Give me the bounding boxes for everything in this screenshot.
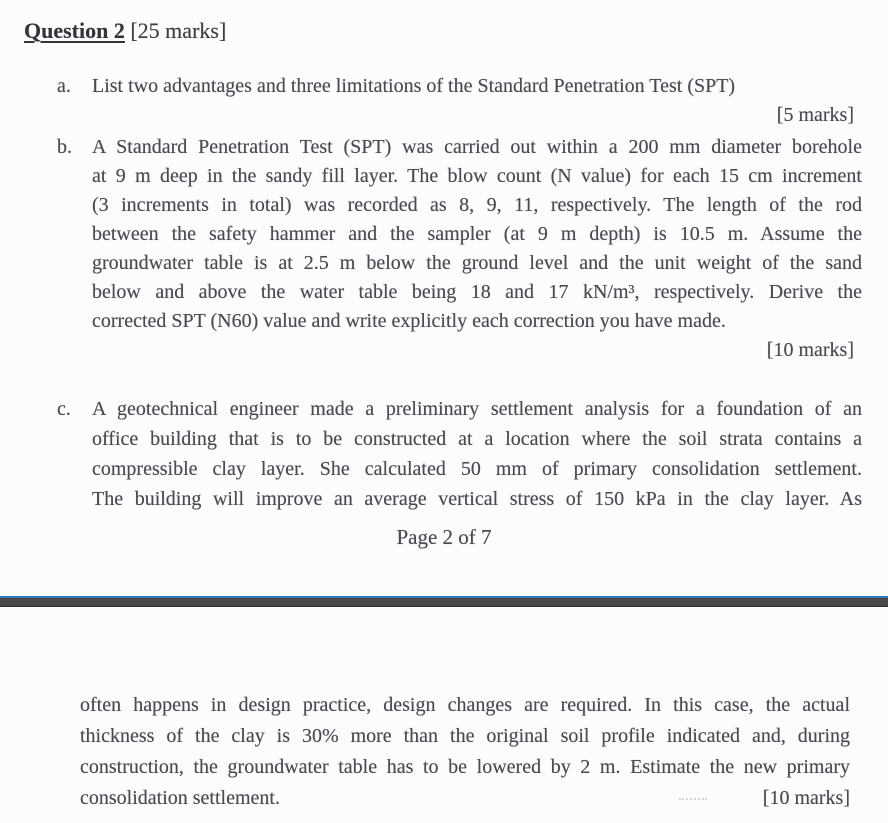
text-line: groundwater table is at 2.5 m below the ground level and the unit weight of the sand (92, 252, 862, 274)
part-b-marks: [10 marks] (766, 339, 854, 361)
text-line: corrected SPT (N60) value and write explicitly each correction you have made. (92, 310, 726, 332)
part-b-text (92, 133, 862, 365)
part-c-marks: [10 marks] (762, 787, 850, 809)
text-line: The building will improve an average vertical stress of 150 kPa in the clay layer. As (92, 488, 862, 510)
part-a-marks: [5 marks] (776, 104, 854, 126)
text-line: A Standard Penetration Test (SPT) was carried out within a 200 mm diameter borehole (92, 136, 862, 158)
part-b-label: b. (57, 136, 72, 158)
text-line: List two advantages and three limitations of the Standard Penetration Test (SPT) (92, 75, 736, 97)
part-a-label: a. (57, 75, 71, 97)
text-line: construction, the groundwater table has to be lowered by 2 m. Estimate the new primary (80, 756, 850, 778)
part-c-text (92, 394, 862, 514)
text-line: office building that is to be constructed at a location where the soil strata contains a (92, 428, 862, 450)
text-line: A geotechnical engineer made a preliminary settlement analysis for a foundation of an (92, 398, 862, 420)
text-line: below and above the water table being 18 and 17 kN/m³, respectively. Derive the (92, 281, 862, 303)
page-number-footer: Page 2 of 7 (396, 525, 492, 549)
exam-page-2 (80, 690, 850, 814)
text-line: compressible clay layer. She calculated 50 mm of primary consolidation settlement. (92, 458, 862, 480)
text-line: often happens in design practice, design changes are required. In this case, the actual (80, 694, 850, 716)
text-line: (3 increments in total) was recorded as 8, 9, 11, respectively. The length of the rod (92, 194, 862, 216)
question-heading (24, 18, 862, 44)
question-total-marks: [25 marks] (130, 18, 227, 43)
part-c-label: c. (57, 398, 71, 420)
separator-dark-band (0, 598, 888, 607)
question-part-b (57, 133, 862, 365)
text-line: at 9 m deep in the sandy fill layer. The blow count (N value) for each 15 cm increment (92, 165, 862, 187)
text-line: between the safety hammer and the sampler (at 9 m depth) is 10.5 m. Assume the (92, 223, 862, 245)
question-part-a (57, 72, 862, 130)
text-line (80, 783, 850, 814)
scan-artifact (679, 798, 707, 800)
page-separator (0, 596, 888, 607)
last-line-text: consolidation settlement. (80, 787, 280, 809)
question-part-c (57, 394, 862, 514)
text-line: thickness of the clay is 30% more than the original soil profile indicated and, during (80, 725, 850, 747)
question-number: Question 2 (24, 18, 125, 43)
part-a-text (92, 72, 862, 130)
